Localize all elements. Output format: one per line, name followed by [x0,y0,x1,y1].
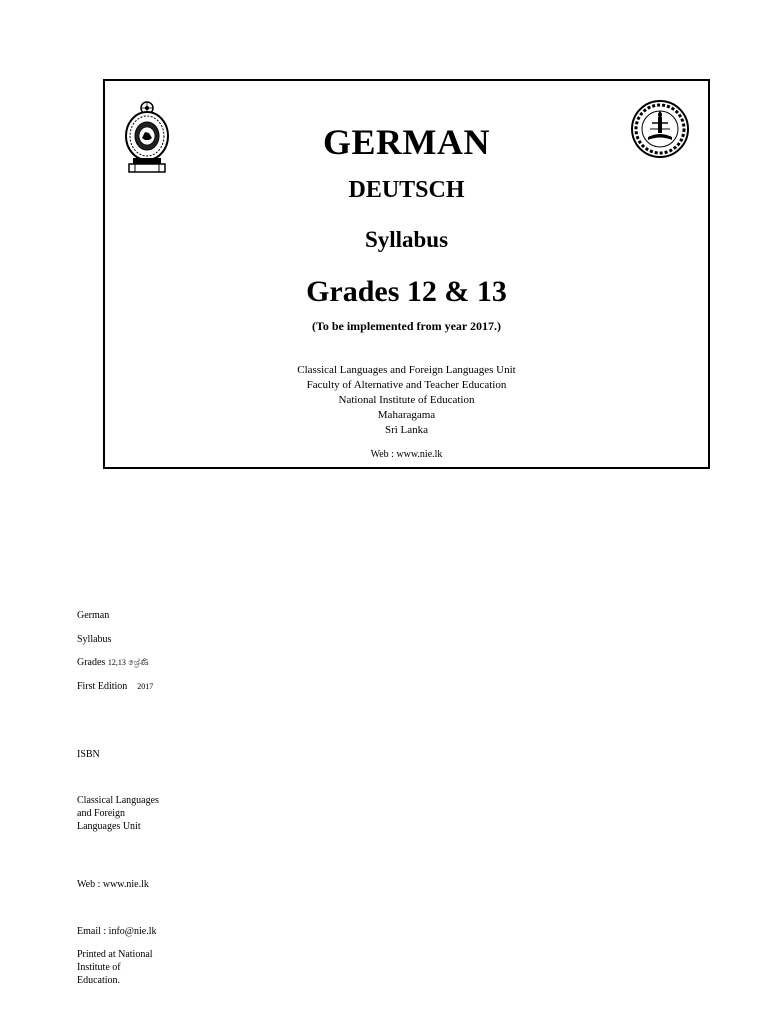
imprint-isbn: ISBN [77,749,100,760]
imprint-unit-line: Languages Unit [77,821,141,832]
imprint-printed [77,948,187,987]
address-line: Maharagama [377,409,436,421]
cover-doc-type: Syllabus [364,227,449,252]
imprint-edition [77,680,187,693]
address-line: Classical Languages and Foreign Languages Unit [297,364,516,376]
imprint-printed-line: Education. [77,975,121,986]
imprint-unit-line: and Foreign [77,808,126,819]
imprint-edition-year: 2017 [137,682,154,691]
address-line: Faculty of Alternative and Teacher Education [306,379,507,391]
imprint-grades-label: Grades [77,657,106,668]
cover-grades: Grades 12 & 13 [306,275,507,308]
cover-web: Web : www.nie.lk [370,449,443,460]
imprint-unit [77,794,187,833]
imprint-grades-value: 12,13 [107,658,126,667]
cover-address [105,363,708,438]
imprint-web: Web : www.nie.lk [77,879,149,890]
imprint-printed-line: Institute of [77,962,121,973]
address-line: National Institute of Education [338,394,475,406]
imprint-doc-type: Syllabus [77,634,112,645]
cover-box [103,79,710,469]
cover-implemented-note: (To be implemented from year 2017.) [311,319,502,333]
address-line: Sri Lanka [384,424,429,436]
imprint-printed-line: Printed at National [77,949,153,960]
imprint-grades [77,656,187,669]
imprint-email: Email : info@nie.lk [77,926,157,937]
imprint-grades-sinhala: ශ්‍රේණි [128,658,149,667]
imprint-edition-label: First Edition [77,681,128,692]
imprint-unit-line: Classical Languages [77,795,159,806]
cover-subtitle: DEUTSCH [348,177,465,203]
imprint-subject: German [77,610,110,621]
cover-title: GERMAN [323,122,490,162]
